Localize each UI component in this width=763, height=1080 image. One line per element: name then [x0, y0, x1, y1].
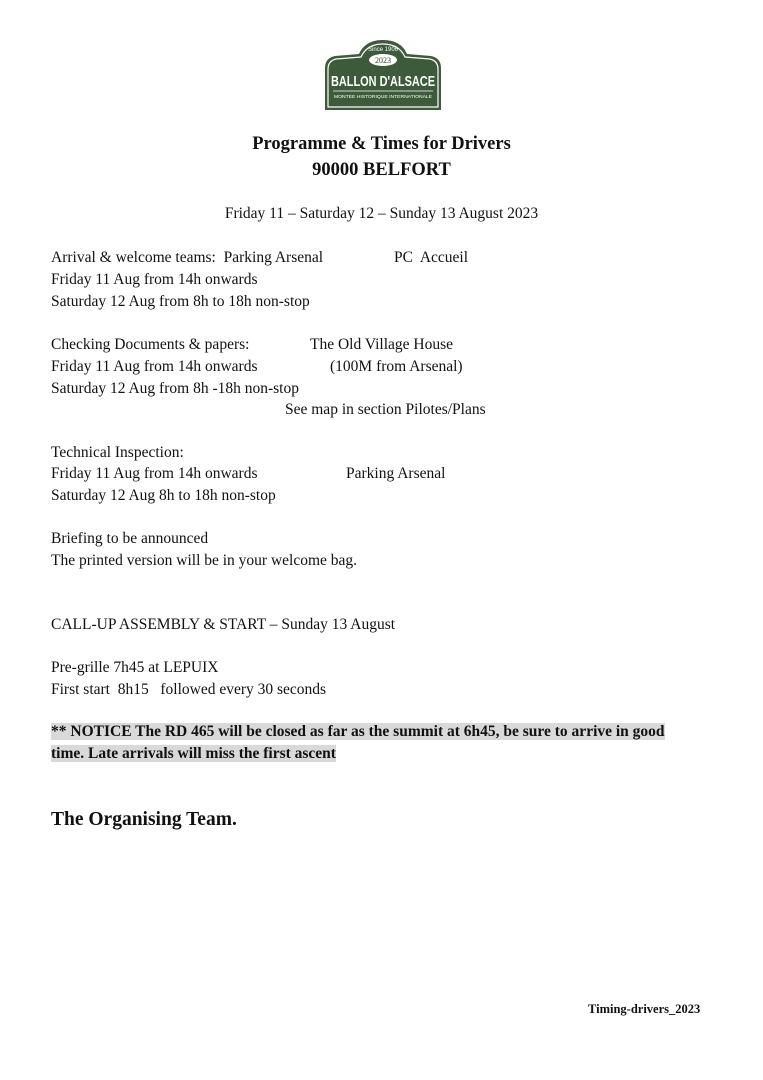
- technical-location: Parking Arsenal: [346, 465, 446, 482]
- arrival-line-friday: Friday 11 Aug from 14h onwards: [51, 271, 258, 288]
- documents-distance: (100M from Arsenal): [330, 358, 463, 375]
- logo-year: 2023: [375, 56, 391, 65]
- notice-box: [51, 721, 691, 765]
- ballon-dalsace-logo: [321, 38, 445, 112]
- arrival-line-saturday: Saturday 12 Aug from 8h to 18h non-stop: [51, 293, 310, 310]
- documents-heading: Checking Documents & papers:: [51, 336, 250, 353]
- documents-line-friday: Friday 11 Aug from 14h onwards: [51, 358, 258, 375]
- logo-name: BALLON D'ALSACE: [331, 73, 435, 90]
- logo-since: Since 1906: [367, 47, 399, 53]
- briefing-line: Briefing to be announced: [51, 530, 209, 547]
- footer-filename: Timing-drivers_2023: [588, 1002, 701, 1016]
- technical-line-saturday: Saturday 12 Aug 8h to 18h non-stop: [51, 487, 276, 504]
- welcome-bag-line: The printed version will be in your welcome bag.: [51, 552, 358, 569]
- page-subtitle: 90000 BELFORT: [312, 160, 451, 180]
- documents-location: The Old Village House: [310, 336, 453, 353]
- callup-heading: CALL-UP ASSEMBLY & START – Sunday 13 August: [51, 616, 396, 633]
- documents-line-saturday: Saturday 12 Aug from 8h -18h non-stop: [51, 380, 299, 397]
- notice-text: ** NOTICE The RD 465 will be closed as far as the summit at 6h45, be sure to arrive in good time. Late arrivals will miss the first ascent: [51, 723, 665, 762]
- first-start-line: First start 8h15 followed every 30 seconds: [51, 681, 327, 698]
- signature: The Organising Team.: [51, 809, 237, 830]
- arrival-location: PC Accueil: [394, 249, 469, 266]
- page-title: Programme & Times for Drivers: [252, 134, 511, 154]
- arrival-heading: Arrival & welcome teams: Parking Arsenal: [51, 249, 324, 266]
- pregrille-line: Pre-grille 7h45 at LEPUIX: [51, 659, 219, 676]
- technical-line-friday: Friday 11 Aug from 14h onwards: [51, 465, 258, 482]
- event-dates: Friday 11 – Saturday 12 – Sunday 13 August 2023: [224, 205, 539, 222]
- logo-subtitle: MONTEE HISTORIQUE INTERNATIONALE: [334, 94, 432, 99]
- technical-heading: Technical Inspection:: [51, 444, 184, 461]
- documents-map-note: See map in section Pilotes/Plans: [285, 401, 486, 418]
